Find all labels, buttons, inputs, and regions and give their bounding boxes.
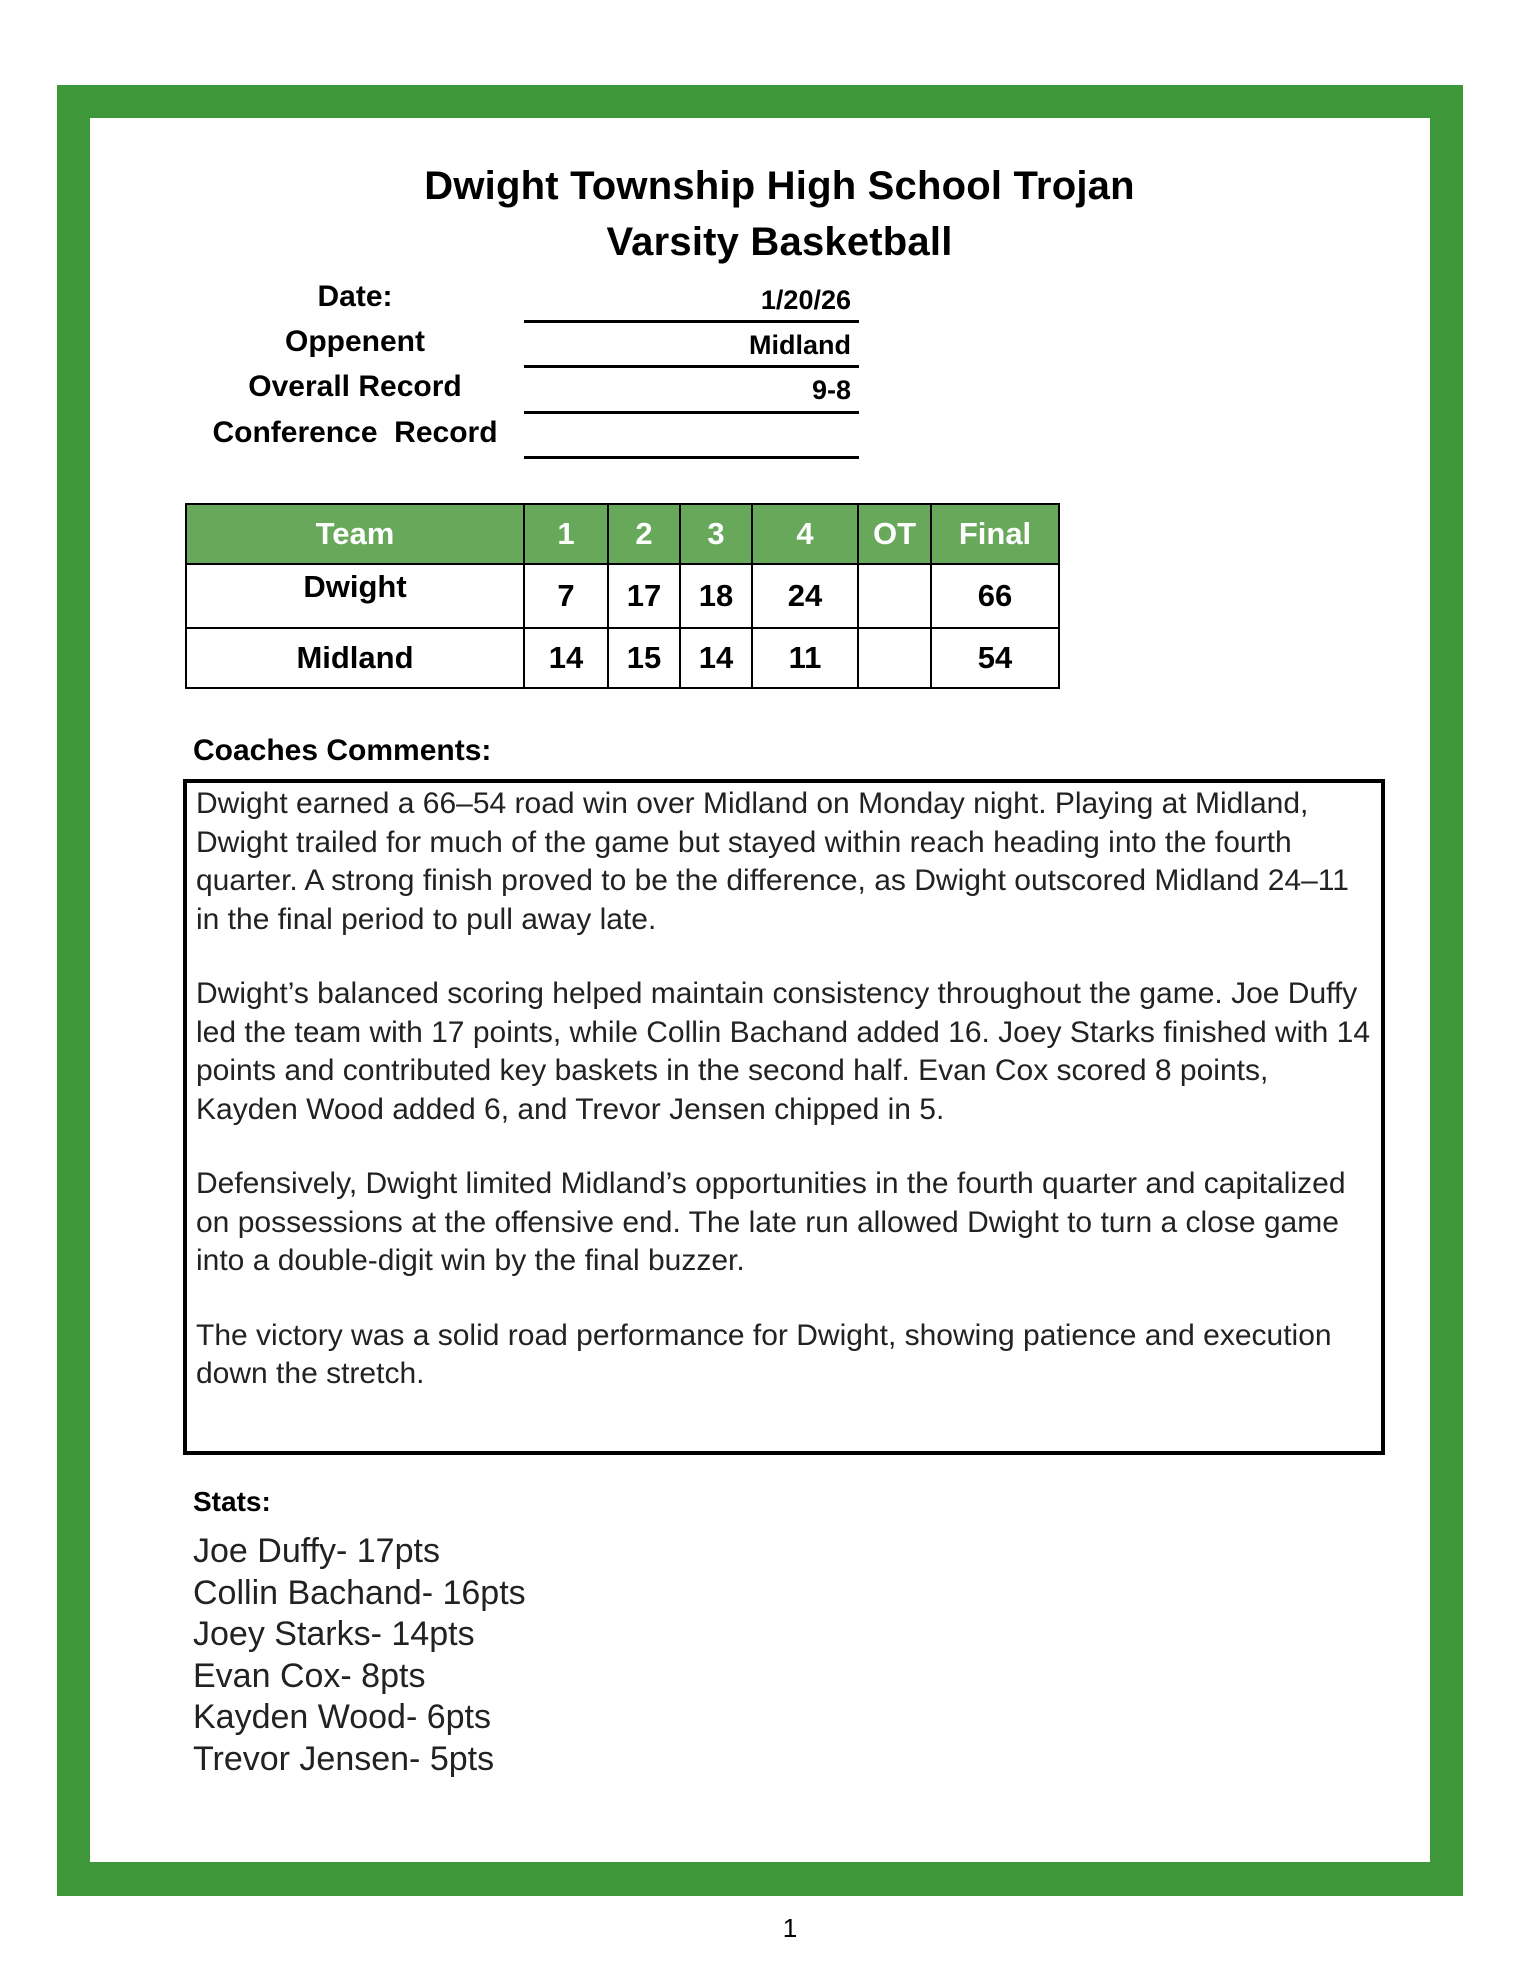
comments-box <box>183 779 1385 1455</box>
table-row <box>186 564 1059 628</box>
list-item: Joe Duffy- 17pts <box>193 1532 440 1570</box>
header-q4: 4 <box>752 504 858 564</box>
header-final: Final <box>931 504 1059 564</box>
comment-paragraph: Dwight earned a 66–54 road win over Midland on Monday night. Playing at Midland, Dwight trailed for much of the game but stayed within reach heading into the fourth quarter. A strong finish proved to be the difference, as Dwight outscored Midland 24–11 in the final period to pull away late. <box>196 787 1349 936</box>
comment-paragraph: Dwight’s balanced scoring helped maintain consistency throughout the game. Joe Duffy led the team with 17 points, while Collin Bachand added 16. Joey Starks finished with 14 points and contributed key baskets in the second half. Evan Cox scored 8 points, Kayden Wood added 6, and Trevor Jensen chipped in 5. <box>196 977 1371 1126</box>
header-q2: 2 <box>608 504 680 564</box>
score-q2: 17 <box>608 564 680 628</box>
header-team: Team <box>186 504 524 564</box>
score-ot <box>858 628 931 688</box>
team-name: Dwight <box>186 564 524 628</box>
header-q3: 3 <box>680 504 752 564</box>
opponent-underline <box>524 365 859 368</box>
date-value: 1/20/26 <box>760 285 851 315</box>
stats-heading: Stats: <box>193 1486 271 1517</box>
score-q1: 7 <box>524 564 608 628</box>
date-label: Date: <box>317 280 393 313</box>
stats-list <box>193 1531 526 1780</box>
list-item: Trevor Jensen- 5pts <box>193 1739 495 1778</box>
table-row <box>186 628 1059 688</box>
page-title-line2: Varsity Basketball <box>606 220 953 264</box>
score-q2: 15 <box>608 628 680 688</box>
header-q1: 1 <box>524 504 608 564</box>
overall-record-value: 9-8 <box>811 375 851 405</box>
page-title-line1: Dwight Township High School Trojan <box>424 164 1135 208</box>
score-q4: 24 <box>752 564 858 628</box>
score-final: 66 <box>931 564 1059 628</box>
score-q4: 11 <box>752 628 858 688</box>
score-ot <box>858 564 931 628</box>
score-q3: 14 <box>680 628 752 688</box>
list-item: Evan Cox- 8pts <box>193 1656 426 1695</box>
comment-paragraph: Defensively, Dwight limited Midland’s opportunities in the fourth quarter and capitalized on possessions at the offensive end. The late run allowed Dwight to turn a close game into a double-digit win by the final buzzer. <box>196 1167 1346 1277</box>
score-q3: 18 <box>680 564 752 628</box>
list-item: Joey Starks- 14pts <box>193 1615 475 1653</box>
overall-record-label: Overall Record <box>248 370 462 403</box>
conference-record-label: Conference Record <box>212 416 498 449</box>
conference-record-underline <box>524 456 859 459</box>
opponent-value: Midland <box>749 330 851 360</box>
score-q1: 14 <box>524 628 608 688</box>
opponent-label: Oppenent <box>285 325 425 358</box>
score-table <box>185 503 1060 689</box>
page-number: 1 <box>782 1913 798 1943</box>
list-item: Kayden Wood- 6pts <box>193 1698 491 1736</box>
date-underline <box>524 320 859 323</box>
team-name: Midland <box>186 628 524 688</box>
score-table-header <box>186 504 1059 564</box>
header-ot: OT <box>858 504 931 564</box>
comments-heading: Coaches Comments: <box>193 734 492 767</box>
list-item: Collin Bachand- 16pts <box>193 1573 526 1612</box>
score-final: 54 <box>931 628 1059 688</box>
comments-text <box>196 785 1375 1430</box>
comment-paragraph: The victory was a solid road performance for Dwight, showing patience and execution down the stretch. <box>196 1318 1332 1390</box>
overall-record-underline <box>524 411 859 414</box>
